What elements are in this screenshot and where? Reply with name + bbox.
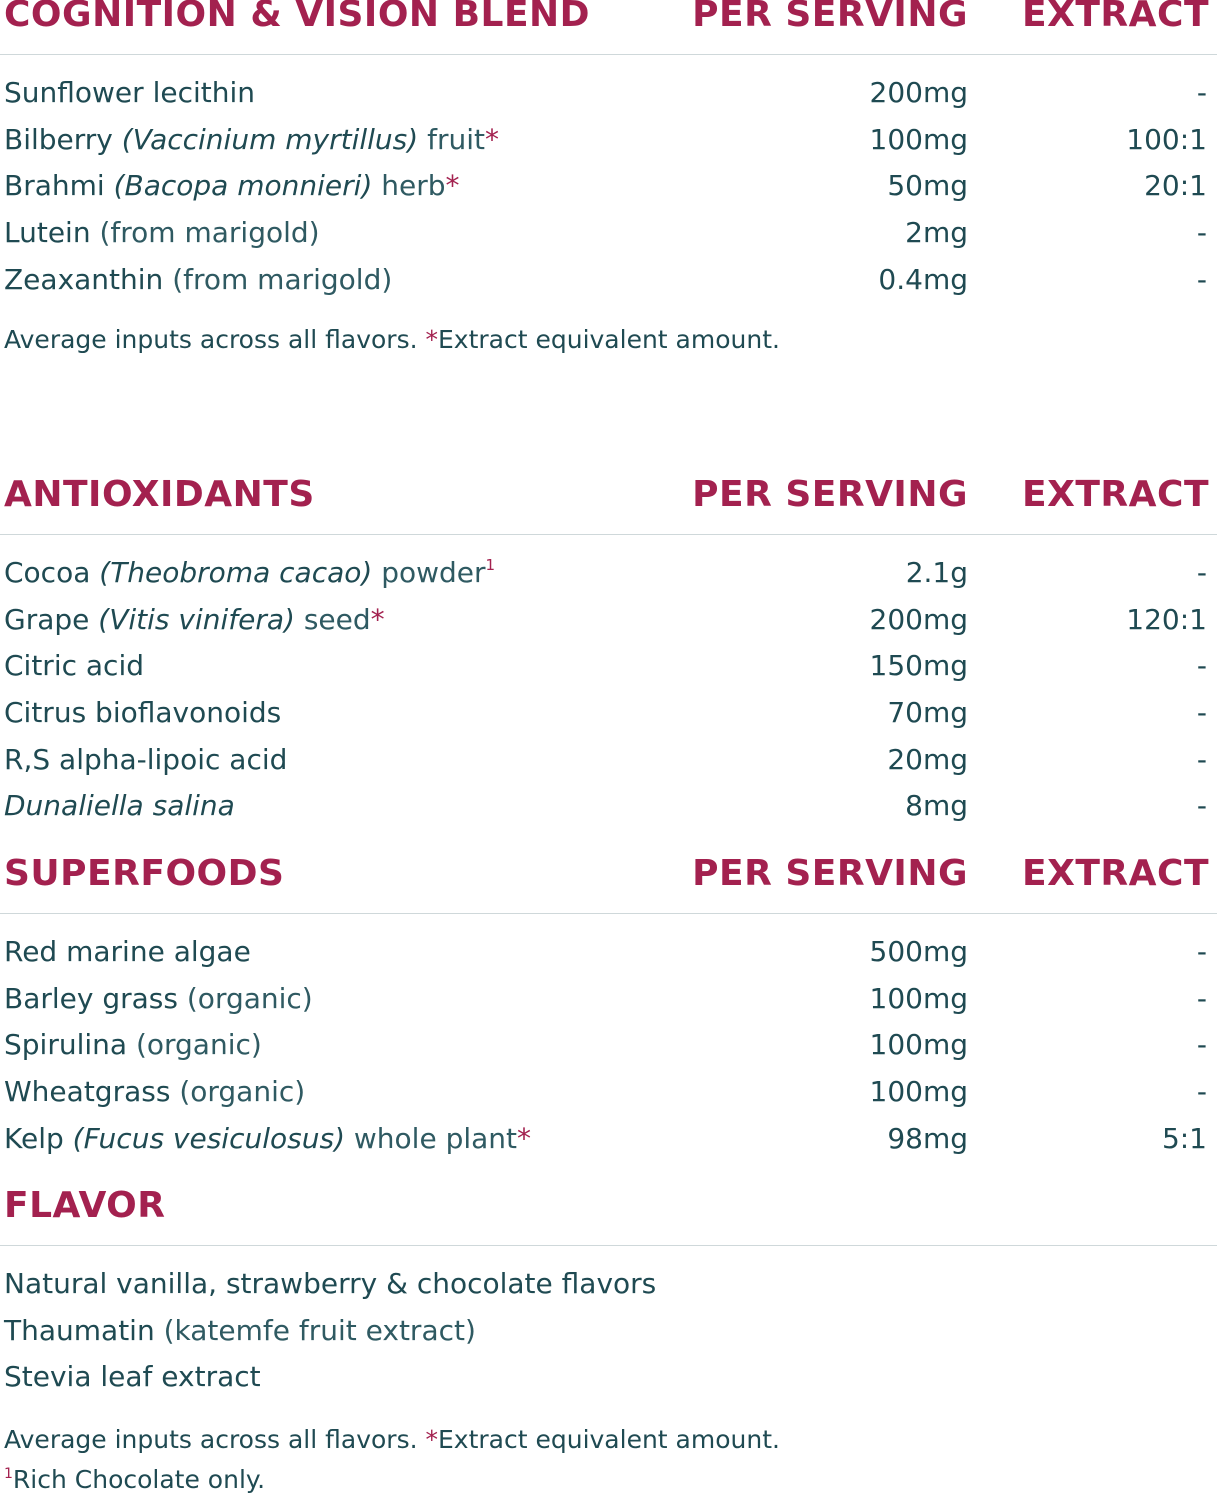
extract-header: EXTRACT — [1022, 0, 1209, 35]
latin-name: (Vaccinium myrtillus) — [121, 122, 419, 156]
extract-ratio: - — [1196, 742, 1207, 776]
extract-ratio: - — [1196, 789, 1207, 823]
ingredient-label: Sunflower lecithin — [4, 76, 256, 109]
section-flavor — [0, 1185, 1217, 1394]
ingredient-label: Barley grass — [4, 981, 178, 1015]
ingredient-row — [0, 163, 1217, 210]
ingredient-name — [4, 789, 235, 822]
ingredient-row — [0, 70, 1217, 117]
ingredient-detail: powder — [372, 556, 486, 589]
ingredient-row — [0, 550, 1217, 597]
per-serving-header: PER SERVING — [692, 853, 968, 894]
latin-name: (Bacopa monnieri) — [113, 169, 373, 203]
ingredient-detail: whole plant — [345, 1121, 518, 1155]
ingredient-row — [0, 737, 1217, 784]
per-serving-value: 100mg — [869, 1075, 968, 1109]
ingredient-detail: fruit — [418, 122, 485, 156]
ingredient-label: Citrus bioflavonoids — [4, 696, 282, 730]
ingredient-row — [0, 643, 1217, 690]
per-serving-value: 150mg — [869, 649, 968, 683]
extract-ratio: 120:1 — [1126, 602, 1207, 636]
ingredient-label: Thaumatin — [4, 1313, 155, 1347]
ingredient-label: R,S alpha-lipoic acid — [4, 742, 288, 776]
ingredient-row — [0, 117, 1217, 164]
ingredient-name — [4, 603, 385, 636]
ingredient-name — [4, 743, 287, 776]
extract-ratio: - — [1196, 1075, 1207, 1109]
latin-name: (Theobroma cacao) — [99, 556, 373, 589]
ingredient-detail: (from marigold) — [163, 262, 393, 296]
ingredient-row — [0, 257, 1217, 304]
section-antioxidants — [0, 474, 1217, 823]
ingredient-detail: (organic) — [170, 1075, 306, 1109]
ingredient-name — [4, 1314, 476, 1347]
ingredient-label: Zeaxanthin — [4, 262, 164, 296]
footnote-marker: * — [517, 1121, 532, 1155]
per-serving-value: 200mg — [869, 602, 968, 636]
section-header — [0, 0, 1217, 55]
section-title: FLAVOR — [4, 1185, 166, 1226]
ingredient-row — [0, 1354, 1217, 1401]
ingredient-name — [4, 1360, 261, 1393]
ingredient-label: Natural vanilla, strawberry & chocolate flavors — [4, 1267, 657, 1300]
extract-ratio: - — [1196, 1028, 1207, 1062]
per-serving-value: 8mg — [905, 789, 968, 823]
ingredient-name — [4, 1122, 531, 1155]
per-serving-value: 100mg — [869, 122, 968, 156]
ingredient-label: Lutein — [4, 216, 91, 250]
ingredient-label: Spirulina — [4, 1028, 128, 1062]
section-header — [0, 853, 1217, 914]
footnote-marker: * — [445, 169, 460, 203]
ingredient-label: Grape — [4, 602, 99, 636]
ingredient-detail: (katemfe fruit extract) — [154, 1313, 476, 1347]
ingredient-row — [0, 1261, 1217, 1308]
ingredient-detail: (organic) — [127, 1028, 262, 1062]
per-serving-value: 500mg — [869, 935, 968, 968]
per-serving-value: 70mg — [887, 696, 968, 730]
ingredient-label: Stevia leaf extract — [4, 1360, 261, 1394]
footnote-rich-chocolate: $^1$Rich Chocolate only. — [4, 1465, 266, 1494]
ingredient-row — [0, 1308, 1217, 1355]
extract-ratio: - — [1196, 76, 1207, 109]
ingredient-list — [0, 929, 1217, 1162]
ingredient-label: Red marine algae — [4, 935, 251, 968]
ingredient-row — [0, 1022, 1217, 1069]
ingredient-name — [4, 649, 144, 682]
latin-name: (Vitis vinifera) — [98, 602, 295, 636]
ingredient-detail: (organic) — [177, 981, 313, 1015]
ingredient-label: Citric acid — [4, 649, 144, 683]
section-cognition-vision — [0, 0, 1217, 296]
extract-ratio: 5:1 — [1161, 1121, 1207, 1155]
ingredient-label: Brahmi — [4, 169, 114, 203]
ingredient-name — [4, 263, 392, 296]
ingredient-row — [0, 929, 1217, 976]
ingredient-label: Wheatgrass — [4, 1075, 171, 1109]
footnote-marker: 1 — [485, 556, 496, 574]
extract-ratio: - — [1196, 935, 1207, 968]
ingredient-detail: herb — [372, 169, 446, 203]
ingredient-list — [0, 550, 1217, 830]
ingredient-name — [4, 935, 251, 968]
per-serving-value: 2.1g — [905, 556, 968, 589]
extract-ratio: - — [1196, 556, 1207, 589]
per-serving-value: 50mg — [887, 169, 968, 203]
extract-ratio: 100:1 — [1126, 122, 1207, 156]
ingredient-name — [4, 76, 255, 109]
per-serving-header: PER SERVING — [692, 474, 968, 515]
per-serving-value: 20mg — [887, 742, 968, 776]
footnote-average: Average inputs across all flavors. *Extract equivalent amount. — [4, 325, 780, 354]
per-serving-header: PER SERVING — [692, 0, 968, 35]
section-header — [0, 1185, 1217, 1246]
ingredient-name — [4, 696, 281, 729]
section-superfoods — [0, 853, 1217, 1155]
ingredient-detail: seed — [294, 602, 371, 636]
footnote-average: Average inputs across all flavors. *Extract equivalent amount. — [4, 1425, 780, 1454]
ingredient-name — [4, 1075, 305, 1108]
ingredient-row — [0, 1116, 1217, 1163]
extract-ratio: - — [1196, 981, 1207, 1015]
ingredient-name — [4, 556, 495, 589]
ingredient-name — [4, 169, 460, 202]
footnote-marker: * — [370, 602, 385, 636]
ingredient-name — [4, 1267, 656, 1300]
ingredient-row — [0, 210, 1217, 257]
ingredient-label: Kelp — [4, 1121, 73, 1155]
extract-ratio: - — [1196, 262, 1207, 296]
extract-ratio: - — [1196, 649, 1207, 683]
ingredient-label: Cocoa — [4, 556, 100, 589]
ingredient-name — [4, 123, 499, 156]
ingredient-list — [0, 70, 1217, 303]
footnote-marker: * — [484, 122, 499, 156]
ingredient-name — [4, 982, 313, 1015]
section-title: COGNITION & VISION BLEND — [4, 0, 591, 35]
ingredient-label: Bilberry — [4, 122, 122, 156]
ingredient-row — [0, 976, 1217, 1023]
per-serving-value: 98mg — [887, 1121, 968, 1155]
per-serving-value: 0.4mg — [878, 262, 968, 296]
extract-header: EXTRACT — [1022, 474, 1209, 515]
extract-header: EXTRACT — [1022, 853, 1209, 894]
per-serving-value: 100mg — [869, 981, 968, 1015]
latin-name: Dunaliella salina — [4, 789, 235, 823]
per-serving-value: 100mg — [869, 1028, 968, 1062]
extract-ratio: 20:1 — [1144, 169, 1207, 203]
ingredient-detail: (from marigold) — [90, 216, 320, 250]
ingredient-row — [0, 597, 1217, 644]
ingredient-list — [0, 1261, 1217, 1401]
ingredient-row — [0, 690, 1217, 737]
section-title: ANTIOXIDANTS — [4, 474, 315, 515]
ingredient-name — [4, 216, 320, 249]
ingredient-row — [0, 783, 1217, 830]
ingredient-name — [4, 1028, 262, 1061]
section-title: SUPERFOODS — [4, 853, 285, 894]
latin-name: (Fucus vesiculosus) — [72, 1121, 345, 1155]
per-serving-value: 200mg — [869, 76, 968, 109]
section-header — [0, 474, 1217, 535]
extract-ratio: - — [1196, 216, 1207, 250]
per-serving-value: 2mg — [905, 216, 968, 250]
ingredient-row — [0, 1069, 1217, 1116]
extract-ratio: - — [1196, 696, 1207, 730]
